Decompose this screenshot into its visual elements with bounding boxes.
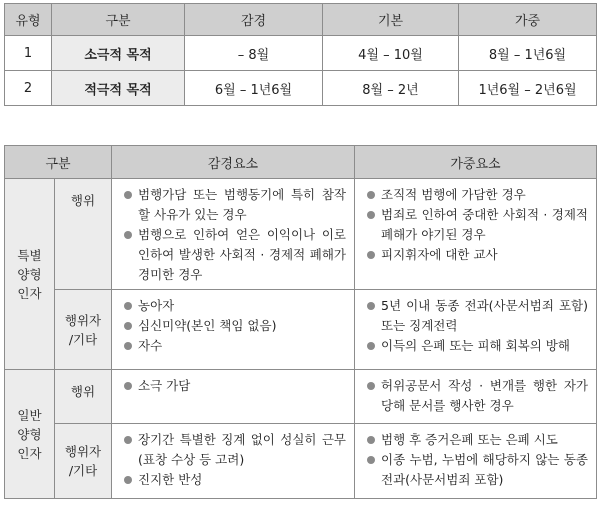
- header-aggravated: 가중: [459, 4, 597, 36]
- list-item-text: 이종 누범, 누범에 해당하지 않는 동종 전과(사문서범죄 포함): [381, 452, 588, 487]
- header-basic: 기본: [323, 4, 459, 36]
- bullet-icon: [124, 382, 132, 390]
- aggravating-cell: [355, 179, 597, 290]
- sub-label-line: 행위: [70, 193, 96, 208]
- group-label-line: 인자: [17, 445, 42, 461]
- aggravating-cell: [355, 424, 597, 499]
- mitigating-cell: [112, 179, 355, 290]
- sub-label-line: 행위자: [64, 444, 102, 459]
- cell-category: 적극적 목적: [52, 71, 185, 106]
- cell-aggravated: 1년6월 – 2년6월: [459, 71, 597, 106]
- list-item: [124, 336, 346, 356]
- header-mitigated: 감경: [185, 4, 323, 36]
- bullet-icon: [124, 302, 132, 310]
- header-type: 유형: [5, 4, 52, 36]
- header-category: 구분: [52, 4, 185, 36]
- sub-label-line: /기타: [68, 463, 98, 478]
- list-item: [367, 450, 588, 490]
- cell-mitigated: – 8월: [185, 36, 323, 71]
- list-item: [367, 296, 588, 336]
- mitigating-cell: [112, 424, 355, 499]
- sentencing-range-table: [4, 3, 597, 106]
- bullet-icon: [367, 191, 375, 199]
- header-aggravating-factors: 가중요소: [355, 146, 597, 179]
- list-item: [367, 205, 588, 245]
- bullet-icon: [367, 342, 375, 350]
- bullet-icon: [124, 342, 132, 350]
- list-item-text: 범죄로 인하여 중대한 사회적 · 경제적 폐해가 야기된 경우: [381, 207, 588, 242]
- group-label-line: 양형: [17, 266, 42, 282]
- list-item-text: 자수: [138, 338, 163, 353]
- list-item: [124, 430, 346, 470]
- cell-mitigated: 6월 – 1년6월: [185, 71, 323, 106]
- list-item-text: 이득의 은폐 또는 피해 회복의 방해: [381, 338, 570, 353]
- aggravating-cell: [355, 370, 597, 424]
- sub-label: [55, 179, 112, 290]
- aggravating-cell: [355, 290, 597, 370]
- list-item-text: 진지한 반성: [138, 472, 203, 487]
- sub-label: [55, 290, 112, 370]
- sub-label-line: 행위: [70, 384, 96, 399]
- cell-category: 소극적 목적: [52, 36, 185, 71]
- bullet-icon: [124, 231, 132, 239]
- list-item: [124, 225, 346, 285]
- header-mitigating-factors: 감경요소: [112, 146, 355, 179]
- list-item: [124, 185, 346, 225]
- table-header-row: [5, 4, 597, 36]
- group-label-line: 일반: [17, 407, 42, 423]
- mitigating-cell: [112, 290, 355, 370]
- group-label-special: [5, 179, 55, 370]
- bullet-icon: [124, 436, 132, 444]
- sub-label-line: 행위자: [64, 312, 102, 328]
- table-row: [5, 71, 597, 106]
- list-item: [367, 185, 588, 205]
- cell-aggravated: 8월 – 1년6월: [459, 36, 597, 71]
- sub-label: [55, 424, 112, 499]
- table-row: [5, 179, 597, 290]
- bullet-icon: [367, 302, 375, 310]
- cell-type: 2: [5, 71, 52, 106]
- list-item: [367, 245, 588, 265]
- group-label-line: 인자: [17, 285, 42, 301]
- table-row: [5, 424, 597, 499]
- list-item: [367, 376, 588, 416]
- list-item-text: 심신미약(본인 책임 없음): [138, 318, 277, 333]
- list-item-text: 허위공문서 작성 · 변개를 행한 자가 당해 문서를 행사한 경우: [381, 378, 588, 413]
- bullet-icon: [367, 436, 375, 444]
- list-item: [367, 430, 588, 450]
- list-item-text: 범행으로 인하여 얻은 이익이나 이로 인하여 발생한 사회적 · 경제적 폐해가 경미한 경우: [138, 227, 346, 282]
- table-row: [5, 36, 597, 71]
- cell-basic: 8월 – 2년: [323, 71, 459, 106]
- list-item: [367, 336, 588, 356]
- list-item: [124, 296, 346, 316]
- cell-basic: 4월 – 10월: [323, 36, 459, 71]
- list-item-text: 범행가담 또는 범행동기에 특히 참작할 사유가 있는 경우: [138, 187, 346, 222]
- group-label-general: [5, 370, 55, 499]
- list-item: [124, 376, 346, 396]
- cell-type: 1: [5, 36, 52, 71]
- list-item: [124, 470, 346, 490]
- list-item: [124, 316, 346, 336]
- bullet-icon: [124, 476, 132, 484]
- table-row: [5, 370, 597, 424]
- list-item-text: 소극 가담: [138, 378, 191, 393]
- bullet-icon: [367, 456, 375, 464]
- group-label-line: 양형: [17, 426, 42, 442]
- bullet-icon: [367, 211, 375, 219]
- list-item-text: 5년 이내 동종 전과(사문서범죄 포함) 또는 징계전력: [381, 298, 588, 333]
- bullet-icon: [367, 382, 375, 390]
- bullet-icon: [367, 251, 375, 259]
- bullet-icon: [124, 191, 132, 199]
- list-item-text: 피지휘자에 대한 교사: [381, 247, 498, 262]
- list-item-text: 농아자: [138, 298, 175, 313]
- list-item-text: 장기간 특별한 징계 없이 성실히 근무(표창 수상 등 고려): [138, 432, 346, 467]
- header-category: 구분: [5, 146, 112, 179]
- sentencing-factors-table: [4, 145, 597, 499]
- group-label-line: 특별: [17, 247, 42, 263]
- list-item-text: 조직적 범행에 가담한 경우: [381, 187, 526, 202]
- sub-label-line: /기타: [68, 331, 98, 347]
- list-item-text: 범행 후 증거은폐 또는 은폐 시도: [381, 432, 558, 447]
- table-header-row: [5, 146, 597, 179]
- mitigating-cell: [112, 370, 355, 424]
- bullet-icon: [124, 322, 132, 330]
- table-row: [5, 290, 597, 370]
- sub-label: [55, 370, 112, 424]
